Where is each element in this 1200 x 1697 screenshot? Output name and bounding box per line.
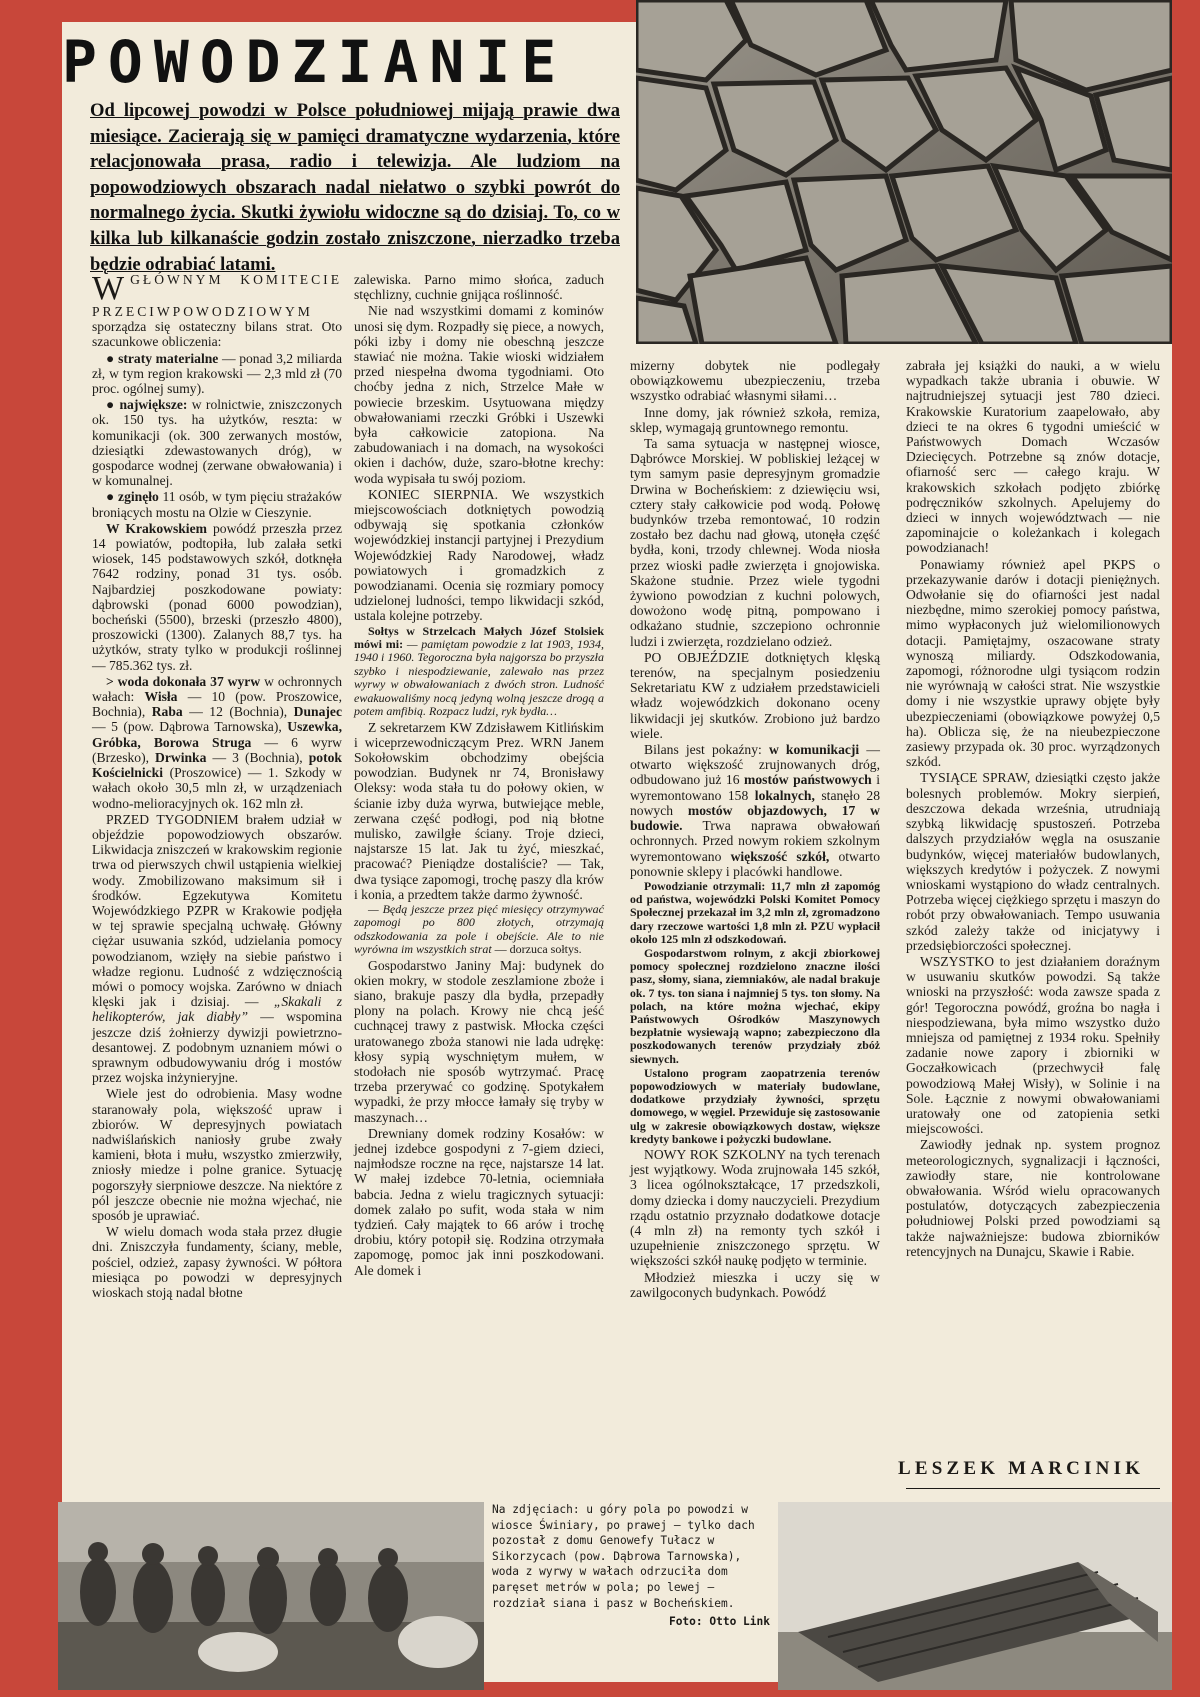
col3-p1: mizerny dobytek nie podlegały obowiązkowemu ubezpieczeniu, trzeba wszystko odrabiać własnymi siłami… xyxy=(630,358,880,404)
column-2 xyxy=(354,272,604,1279)
col1-p3: ● największe: w rolnictwie, zniszczonych ok. 150 tys. ha użytków, reszta: w komunikacji (ok. 300 zerwanych mostów, dziesiątki zdewastowanych dróg), w gospodarce wodnej (zerwane obwałowania) i w komunalnej. xyxy=(92,397,342,489)
col1-p1-caps: GŁÓWNYM KOMITECIE PRZECIWPOWODZIOWYM xyxy=(92,272,342,319)
byline-rule xyxy=(906,1488,1160,1489)
col4-p5: Zawiodły jednak np. system prognoz meteorologicznych, sygnalizacji i łączności, zawiodły stare, nie kontrolowane obwałowania. Wśród wielu opracowanych postulatów, dotyczących zabezpieczenia południowej Polski przed powodziami są także najważniejsze: budowa zbiorników retencyjnych na Dunajcu, Skawie i Rabie. xyxy=(906,1137,1160,1259)
col2-p8: Drewniany domek rodziny Kosałów: w jednej izdebce gospodyni z 7-giem dzieci, najmłodsze roczne na ręce, najstarsze 14 lat. W małej izdebce 70-letnia, ociemniała babcia. Jedna z wielu tragicznych sytuacji: domek zalało po sufit, woda stała w nim tydzień. Cały majątek to 66 arów i trochę drobiu, który potopił się. Rodzina otrzymała zapomogę, pomoc jak inni poszkodowani. Ale domek i xyxy=(354,1125,604,1278)
col3-p5: Bilans jest pokaźny: w komunikacji — otwarto większość zrujnowanych dróg, odbudowano już 16 mostów państwowych i wyremontowano 158 lokalnych, stanęło 28 nowych mostów objazdowych, 17 w budowie. Trwa naprawa obwałowań ochronnych. Przed nowym rokiem szkolnym wyremontowano większość szkół, otwarto ponownie sklepy i placówki handlowe. xyxy=(630,742,880,879)
col2-p6: — Będą jeszcze przez pięć miesięcy otrzymywać zapomogi po 800 złotych, otrzymają odszkodowania za pole i obejście. Ale to nie wyrówna im wszystkich strat — dorzuca sołtys. xyxy=(354,901,604,957)
col2-p7: Gospodarstwo Janiny Maj: budynek do okien mokry, w stodole zeszlamione zboże i siano, brakuje paszy dla bydła, przepadły plony na polach. Krowy nie chcą jeść cuchnącej trawy z pastwisk. Młocka części uratowanego zboża stanowi nie lada udrękę: kłosy sypią wyschniętym mułem, w stodołach nie sposób wytrzymać. Pracę trzeba przerywać co godzinę. Spotykałem wypadki, że przy młocce łamały się tryby w maszynach… xyxy=(354,957,604,1125)
col3-summary-3: Ustalono program zaopatrzenia terenów popowodziowych w materiały budowlane, dodatkowe przydziały żywności, sprzętu domowego, w węgiel. Przewiduje się zastosowanie ulg w zakresie obowiązkowych dostaw, większe kredyty bankowe i pożyczki budowlane. xyxy=(630,1065,880,1146)
col3-p4: PO OBJEŹDZIE dotkniętych klęską terenów, na specjalnym posiedzeniu Sekretariatu KW z udziałem przedstawicieli władz wojewódzkich dokonano oceny likwidacji jej skutków. Zrobiono już bardzo wiele. xyxy=(630,649,880,741)
column-1 xyxy=(92,272,342,1301)
col2-p3: KONIEC SIERPNIA. We wszystkich miejscowościach dotkniętych powodzią odbywają się spotkania członków wojewódzkiej instancji partyjnej i Prezydium Wojewódzkiej Rady Narodowej, władz powiatowych i gromadzkich z powodzianami. Ocenia się rozmiary pomocy udzielonej ludności, tempo likwidacji szkód, ustala kolejne potrzeby. xyxy=(354,486,604,624)
photo-caption xyxy=(492,1502,770,1630)
col2-p4: Sołtys w Strzelcach Małych Józef Stolsiek mówi mi: — pamiętam powodzie z lat 1903, 1934, 1940 i 1960. Tegoroczna była najgorsza bo przyszła szybko i niespodziewanie, zalewało nas przez wyrwy w obwałowaniach z dwóch stron. Ludność ewakuowaliśmy nocą jedyną wolną jeszcze drogą a potem amfibią. Rozpacz ludzi, ryk bydła… xyxy=(354,623,604,719)
col4-p2: Ponawiamy również apel PKPS o przekazywanie darów i dotacji pieniężnych. Odwołanie się do ofiarności jest nadal niezbędne, mimo szerokiej pomocy państwa, mimo wypłaconych już wielomilionowych dotacji. Pamiętajmy, oszacowane straty wynoszą miliardy. Odszkodowania, zapomogi, różnorodne ulgi tysiącom rodzin nie wyrównają w całości strat. Nie wszystkie domy i nie wszystkie uprawy objęte były ubezpieczeniami (obowiązkowe powyżej 0,5 ha). Oblicza się, że na nieubezpieczone zasiewy przypada ok. 30 proc. wyrządzonych szkód. xyxy=(906,556,1160,770)
col2-p2: Nie nad wszystkimi domami z kominów unosi się dym. Rozpadły się piece, a nowych, póki izby i domy nie obeschną jeszcze stawiać nie można. Takie wioski widziałem przed niespełna dwoma tygodniami. Oto choćby jedna z nich, Strzelce Małe w powiecie brzeskim. Usytuowana między obwałowaniami rzeczki Gróbki i Uszewki była całkowicie zatopiona. Na zabudowaniach i na domach, na wysokości okien i dachów, duże, szaro-błotne krechy: woda wypisała tu swój poziom. xyxy=(354,303,604,486)
photo-cracked-mud xyxy=(636,0,1172,344)
col3-p6: NOWY ROK SZKOLNY na tych terenach jest wyjątkowy. Woda zrujnowała 145 szkół, 3 licea ogólnokształcące, 17 przedszkoli, domy dziecka i domy nauczycieli. Prezydium rządu ostatnio przyznało dodatkowe dotacje (4 mln zł) na remonty tych szkół i uzupełnienie zniszczonego sprzętu. W większości szkół naukę podjęto w terminie. xyxy=(630,1146,880,1269)
col2-p5: Z sekretarzem KW Zdzisławem Kitlińskim i wiceprzewodniczącym Prez. WRN Janem Sokołowskim obchodzimy obejścia powodzian. Budynek nr 74, Bronisławy Oleksy: woda stała tu do połowy okien, w ścianie izby duża wyrwa, butwiejące meble, zerwana część podłogi, pod nią błotne mulisko, zawilgłe ściany. Troje dzieci, najstarsze 15 lat. Jak tu żyć, mieszkać, pracować? Pieniądze dostaliście? — Tak, dwa tysiące zapomogi, trochę paszy dla krów i konia, a przedtem także darmo żywność. xyxy=(354,719,604,902)
col4-p1: zabrała jej książki do nauki, a w wielu wypadkach także ubrania i obuwie. W najtrudniejszej sytuacji jest 780 dzieci. Krakowskie Kuratorium zaapelowało, aby dzieci te na okres 6 tygodni umieścić w Państwowych Domach Wczasów Dziecięcych. Potrzebne są znów dotacje, ofiarność serc — całego kraju. W krakowskich szkołach podjęto zbiórkę podręczników szkolnych. Apelujemy do dzieci w innych województwach — nie zapominajcie o koleżankach i kolegach powodzianach! xyxy=(906,358,1160,556)
col1-p5: W Krakowskiem powódź przeszła przez 14 powiatów, podtopiła, lub zalała setki wiosek, 145 podstawowych szkół, dotknęła 7642 rodziny, ponad 31 tys. osób. Najbardziej poszkodowane powiaty: dąbrowski (ponad 6000 powodzian), bocheński (5500), brzeski (przeszło 4800), proszowicki (1300). Zalanych 88,7 tys. ha użytków, straty tylko w produkcji roślinnej — 785.362 tys. zł. xyxy=(92,520,342,673)
col3-summary-2: Gospodarstwom rolnym, z akcji zbiorkowej pomocy społecznej rozdzielono znaczne ilości pasz, słomy, siana, ziemniaków, ale nadal brakuje ok. 7 tys. ton siana i najmniej 5 tys. ton słomy. Na polach, na które można wjechać, ekipy Państwowych Ośrodków Maszynowych bezpłatnie wysiewają wapno; zabezpieczono dla poszkodowanych terenów przydziały zbóż siewnych. xyxy=(630,945,880,1066)
col1-p1 xyxy=(92,272,342,350)
caption-text: Na zdjęciach: u góry pola po powodzi w wiosce Świniary, po prawej — tylko dach pozostał z domu Genowefy Tułacz w Sikorzycach (pow. Dąbrowa Tarnowska), woda z wyrwy w wałach odrzuciła dom paręset metrów w pola; po lewej — rozdział siana i pasz w Bocheńskiem. xyxy=(492,1503,755,1610)
column-4 xyxy=(906,358,1160,1260)
lead-paragraph: Od lipcowej powodzi w Polsce południowej mijają prawie dwa miesiące. Zacierają się w pamięci dramatyczne wydarzenia, które relacjonowała prasa, radio i telewizja. Ale ludziom na popowodziowych obszarach nadal niełatwo o szybki powrót do normalnego życia. Skutki żywiołu widoczne są do dzisiaj. To, co w kilka lub kilkanaście godzin zostało zniszczone, nierzadko trzeba będzie odrabiać latami. xyxy=(90,100,620,275)
drop-cap: W xyxy=(92,270,125,307)
photo-credit: Foto: Otto Link xyxy=(668,1615,770,1629)
col1-p2: ● straty materialne — ponad 3,2 miliarda zł, w tym region krakowski — 2,3 mld zł (70 proc. ogólnej sumy). xyxy=(92,350,342,397)
photo-hay-distribution xyxy=(58,1502,484,1690)
col1-p1-rest: sporządza się ostateczny bilans strat. Oto szacunkowe obliczenia: xyxy=(92,319,342,350)
col3-p2: Inne domy, jak również szkoła, remiza, sklep, wymagają gruntownego remontu. xyxy=(630,404,880,435)
col1-p6: > woda dokonała 37 wyrw w ochronnych wałach: Wisła — 10 (pow. Proszowice, Bochnia), Raba — 12 (Bochnia), Dunajec — 5 (pow. Dąbrowa Tarnowska), Uszewka, Gróbka, Borowa Struga — 6 wyrw (Brzesko), Drwinka — 3 (Bochnia), potok Kościelnicki (Proszowice) — 1. Szkody w wałach około 30,5 mln zł, w urządzeniach wodno-melioracyjnych ok. 162 mln zł. xyxy=(92,673,342,811)
col4-p3: TYSIĄCE SPRAW, dziesiątki często jakże bolesnych problemów. Mokry sierpień, deszczowa dekada września, utrudniają szybką likwidację spustoszeń. Potrzeba dalszych przydziałów węgla na osuszanie budynków, więcej materiałów budowlanych, większych kredytów i pożyczek. Z nowymi wnioskami wystąpiono do władz centralnych. Potrzeba więcej ciężkiego sprzętu i maszyn do robót przy obwałowaniach. Tempo usuwania szkód zależy także od inicjatywy i przedsiębiorczości społecznej. xyxy=(906,770,1160,953)
col1-p4: ● zginęło 11 osób, w tym pięciu strażaków broniących mostu na Olzie w Cieszynie. xyxy=(92,489,342,520)
column-3 xyxy=(630,358,880,1301)
col3-p3: Ta sama sytuacja w następnej wiosce, Dąbrówce Morskiej. W pobliskiej leżącej w tym samym pasie depresyjnym gromadzie Drwina w Bocheńskiem: z dziewięciu wsi, cztery stały całkowicie pod wodą. Połowę budynków trzeba remontować, 10 rodzin zostało bez dachu nad głową, utonęła część bydła, koni, trzody chlewnej. Woda niosła przez wioski padłe zwierzęta i gnojowiska. Skażone studnie. Przez wiele tygodni żywiono powodzian z kuchni polowych, dowożono wodę pitną, pompowano i odkażano studnie, szczepiono ochronnie ludzi i zwierzęta, rozdzielano odzież. xyxy=(630,436,880,649)
col1-p8: Wiele jest do odrobienia. Masy wodne staranowały pola, większość upraw i zbiorów. W depresyjnych powiatach nadwiślańskich naniosły grube zwały kamieni, błota i mułu, wszystko zmierzwiły, zniosły miedze i polne granice. Sytuację pogorszyły sierpniowe deszcze. Na niektóre z pól jeszcze obecnie nie można wjechać, nie sposób je uprawiać. xyxy=(92,1086,342,1223)
col3-summary-1: Powodzianie otrzymali: 11,7 mln zł zapomóg od państwa, wojewódzki Polski Komitet Pomocy Społecznej przekazał im 3,2 mln zł, zgromadzono dary rzeczowe wartości 1,8 mln zł. PZU wypłacił około 125 mln zł odszkodowań. xyxy=(630,878,880,946)
col3-p7: Młodzież mieszka i uczy się w zawilgoconych budynkach. Powódź xyxy=(630,1269,880,1300)
col1-p9: W wielu domach woda stała przez długie dni. Zniszczyła fundamenty, ściany, meble, pościel, odzież, zapasy żywności. W półtora miesiąca po powodzi w depresyjnych wioskach stoją nadal błotne xyxy=(92,1224,342,1300)
col1-p7: PRZED TYGODNIEM brałem udział w objeździe popowodziowych obszarów. Likwidacja zniszczeń w krakowskim regionie trwa od pierwszych chwil ustąpienia wielkiej wody. Zmobilizowano maksimum sił i środków. Egzekutywa Komitetu Wojewódzkiego PZPR w Krakowie podjęła w tej sprawie specjalną uchwałę. Główny ciężar usuwania szkód, udzielania pomocy powodzianom, wzięły na siebie państwo i władze regionu. Ludność z wdzięcznością mówi o pomocy wojska. Zarówno w dniach klęski jak i dzisiaj. — „Skakali z helikopterów, jak diabły” — wspomina jeszcze dziś żołnierzy dywizji powietrzno-desantowej. Z podobnym uznaniem mówi o sprawnym odbudowywaniu dróg i mostów przez wojska inżynieryjne. xyxy=(92,811,342,1086)
masthead-title: POWODZIANIE xyxy=(62,28,568,96)
col4-p4: WSZYSTKO to jest działaniem doraźnym w usuwaniu skutków powodzi. Są także wnioski na przyszłość: woda zawsze spada z gór! Tegoroczna powódź, groźna bo nagła i niespodziewana, była mimo wszystko dużo mniejsza od pamiętnej z 1934 roku. Spełniły zadanie nowe zapory i zbiorniki w Goczałkowicach (przechwycił falę powodziową Małej Wisły), w Solinie i na Sole. Łącznie z nowymi obwałowaniami uratowały one od zatopienia setki miejscowości. xyxy=(906,953,1160,1137)
col2-p1: zalewiska. Parno mimo słońca, zaduch stęchlizny, cuchnie gnijąca roślinność. xyxy=(354,272,604,303)
photo-collapsed-roof xyxy=(778,1502,1172,1690)
author-byline: LESZEK MARCINIK xyxy=(898,1458,1145,1479)
